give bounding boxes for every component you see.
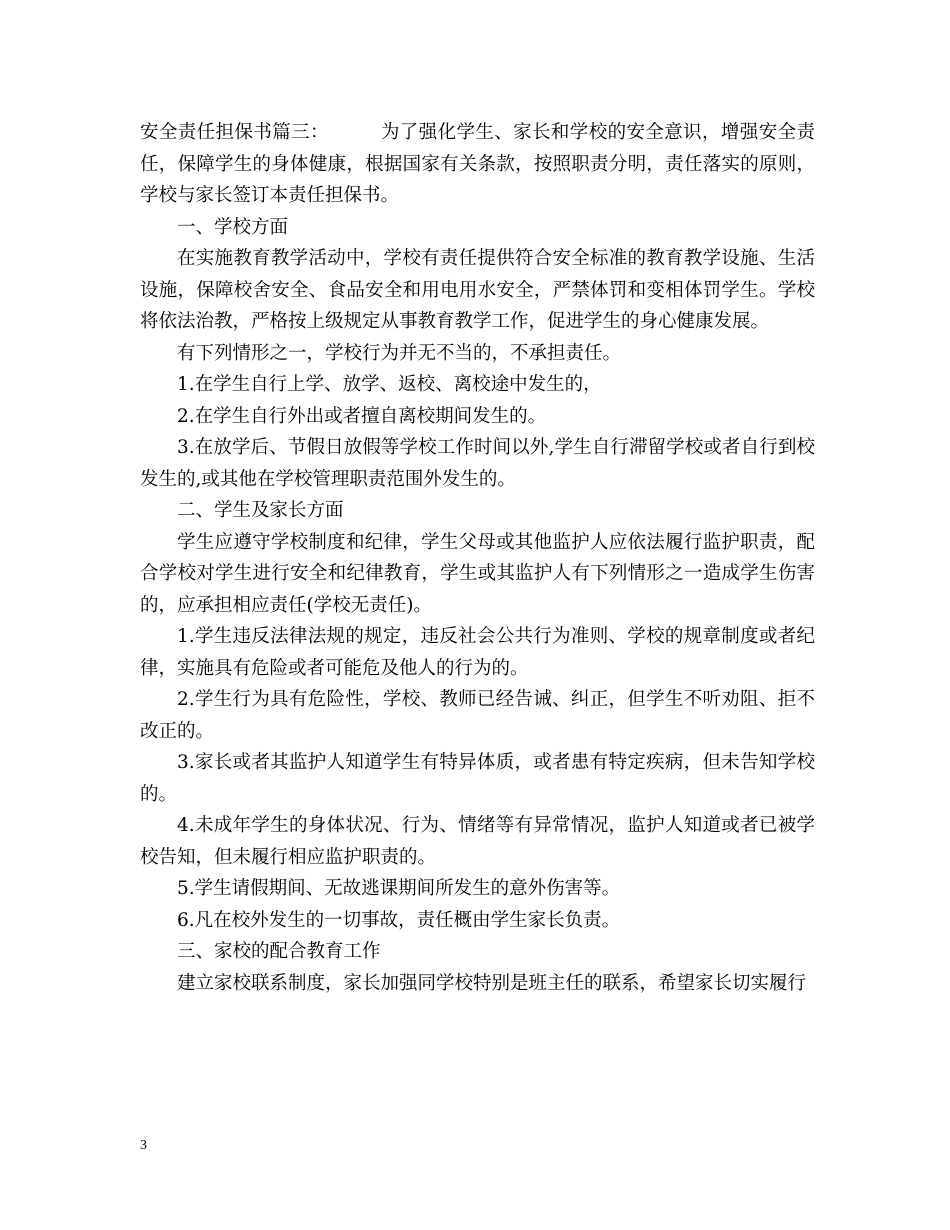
paragraph: 在实施教育教学活动中，学校有责任提供符合安全标准的教育教学设施、生活设施，保障校舍安全、食品安全和用电用水安全，严禁体罚和变相体罚学生。学校将依法治教，严格按上级规定从事教育教学工作，促进学生的身心健康发展。 <box>140 248 815 332</box>
list-item: 3.家长或者其监护人知道学生有特异体质，或者患有特定疾病，但未告知学校的。 <box>140 752 815 805</box>
section-heading-school: 一、学校方面 <box>177 216 289 238</box>
list-item: 5.学生请假期间、无故逃课期间所发生的意外伤害等。 <box>177 878 621 899</box>
intro-text: 为了强化学生、家长和学校的安全意识，增强安全责任，保障学生的身体健康，根据国家有关条款，按照职责分明，责任落实的原则，学校与家长签订本责任担保书。 <box>140 122 815 206</box>
section-heading-home-school: 三、家校的配合教育工作 <box>177 941 381 962</box>
section-heading-students-parents: 二、学生及家长方面 <box>177 500 344 521</box>
list-item: 6.凡在校外发生的一切事故，责任概由学生家长负责。 <box>177 909 621 931</box>
document-title: 安全责任担保书篇三： <box>140 122 329 143</box>
list-item: 2.学生行为具有危险性，学校、教师已经告诫、纠正，但学生不听劝阻、拒不改正的。 <box>140 689 815 742</box>
intro-paragraph <box>140 117 815 212</box>
list-item: 1.在学生自行上学、放学、返校、离校途中发生的， <box>177 374 602 395</box>
list-item: 4.未成年学生的身体状况、行为、情绪等有异常情况，监护人知道或者已被学校告知，但未履行相应监护职责的。 <box>140 815 815 868</box>
list-item: 1.学生违反法律法规的规定，违反社会公共行为准则、学校的规章制度或者纪律，实施具有危险或者可能危及他人的行为的。 <box>140 626 815 679</box>
paragraph: 学生应遵守学校制度和纪律，学生父母或其他监护人应依法履行监护职责，配合学校对学生进行安全和纪律教育，学生或其监护人有下列情形之一造成学生伤害的，应承担相应责任(学校无责任)。 <box>140 531 815 616</box>
list-item: 3.在放学后、节假日放假等学校工作时间以外,学生自行滞留学校或者自行到校发生的,或其他在学校管理职责范围外发生的。 <box>140 437 815 490</box>
page-number: 3 <box>140 1138 147 1153</box>
paragraph: 建立家校联系制度，家长加强同学校特别是班主任的联系，希望家长切实履行 <box>177 972 807 994</box>
list-item: 2.在学生自行外出或者擅自离校期间发生的。 <box>177 405 547 427</box>
paragraph: 有下列情形之一，学校行为并无不当的，不承担责任。 <box>177 342 622 364</box>
document-body <box>140 117 815 999</box>
